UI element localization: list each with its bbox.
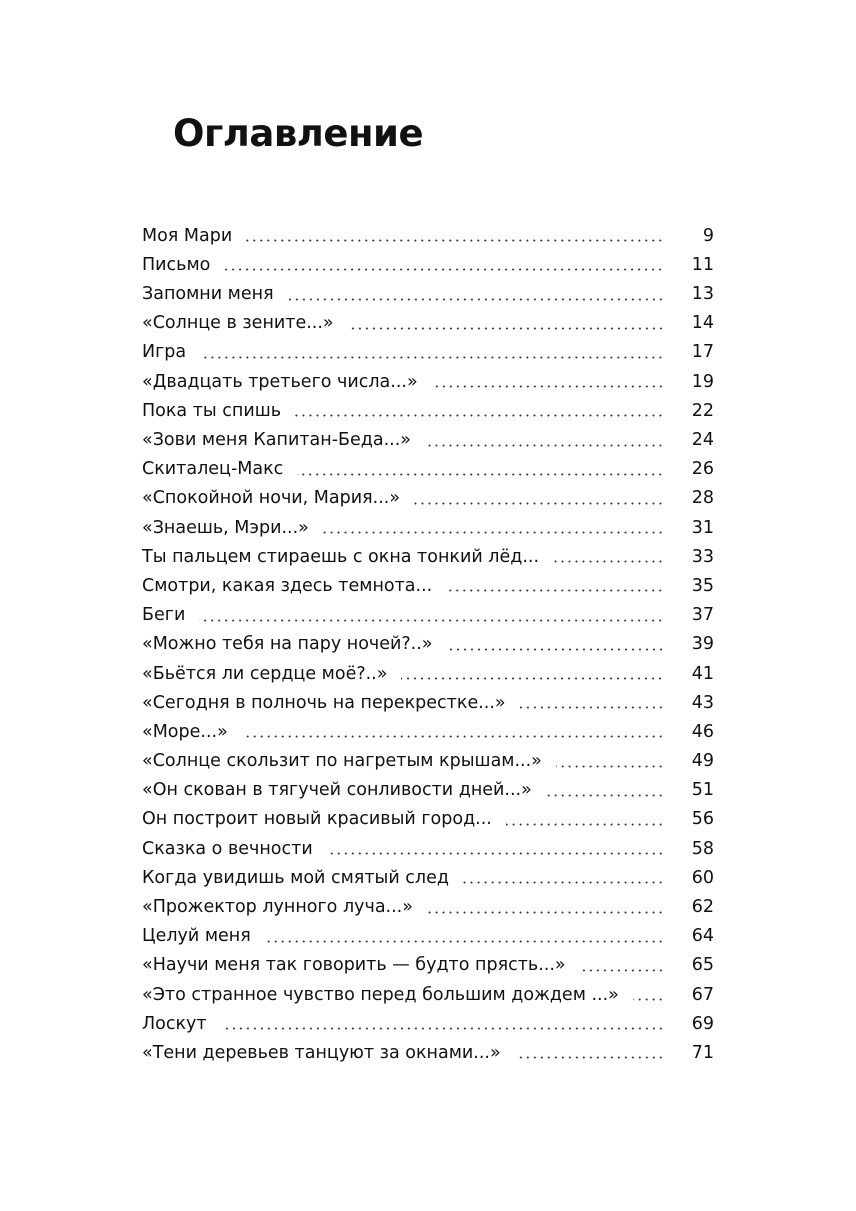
dot-leader bbox=[323, 531, 664, 534]
toc-entry bbox=[142, 1037, 714, 1066]
toc-entry-page-number: 11 bbox=[691, 254, 714, 275]
toc-entry-page-number: 22 bbox=[691, 400, 714, 421]
toc-entry bbox=[142, 716, 714, 745]
toc-entry-title: «Бьётся ли сердце моё?..» bbox=[142, 663, 388, 684]
toc-entry-page-number: 60 bbox=[691, 867, 714, 888]
toc-entry bbox=[142, 745, 714, 774]
dot-leader bbox=[401, 677, 664, 680]
toc-entry-title: «Знаешь, Мэри...» bbox=[142, 517, 309, 538]
toc-entry-title: Запомни меня bbox=[142, 284, 274, 305]
toc-entry-title: «Это странное чувство перед большим дождем ...» bbox=[142, 984, 619, 1005]
dot-leader bbox=[224, 268, 664, 271]
toc-entry-title: Скиталец-Макс bbox=[142, 459, 284, 480]
toc-entry-page-number: 13 bbox=[691, 284, 714, 305]
dot-leader bbox=[414, 502, 664, 505]
toc-entry-page-number: 33 bbox=[691, 546, 714, 567]
toc-entry-page-number: 31 bbox=[691, 517, 714, 538]
toc-entry-page-number: 49 bbox=[691, 751, 714, 772]
dot-leader bbox=[246, 239, 664, 242]
toc-entry-page-number: 28 bbox=[691, 488, 714, 509]
toc-entry bbox=[142, 891, 714, 920]
toc-entry bbox=[142, 570, 714, 599]
dot-leader bbox=[295, 414, 664, 417]
dot-leader bbox=[288, 298, 664, 301]
toc-entry-page-number: 67 bbox=[691, 984, 714, 1005]
toc-entry bbox=[142, 921, 714, 950]
toc-entry bbox=[142, 483, 714, 512]
dot-leader bbox=[633, 998, 664, 1001]
dot-leader bbox=[580, 969, 664, 972]
toc-entry-title: «Зови меня Капитан-Беда...» bbox=[142, 430, 412, 450]
toc-entry-title: Лоскут bbox=[142, 1013, 207, 1034]
toc-entry bbox=[142, 599, 714, 628]
dot-leader bbox=[515, 1056, 664, 1059]
dot-leader bbox=[200, 356, 664, 359]
toc-entry-page-number: 65 bbox=[691, 955, 714, 976]
toc-entry bbox=[142, 424, 714, 453]
toc-entry-title: Пока ты спишь bbox=[142, 400, 282, 421]
toc-entry-page-number: 37 bbox=[691, 605, 714, 626]
toc-entry-page-number: 14 bbox=[691, 313, 714, 334]
toc-entry-title: «Можно тебя на пару ночей?..» bbox=[142, 634, 433, 655]
toc-entry bbox=[142, 950, 714, 979]
toc-entry-title: Когда увидишь мой смятый след bbox=[142, 867, 449, 888]
toc-entry bbox=[142, 278, 714, 307]
dot-leader bbox=[425, 444, 664, 447]
dot-leader bbox=[199, 619, 664, 622]
toc-entry-page-number: 69 bbox=[691, 1013, 714, 1034]
toc-entry-title: Беги bbox=[142, 605, 186, 626]
toc-entry-title: «Тени деревьев танцуют за окнами...» bbox=[142, 1042, 501, 1063]
toc-entry-title: Целуй меня bbox=[142, 926, 251, 947]
toc-entry-page-number: 46 bbox=[691, 721, 714, 742]
dot-leader bbox=[446, 589, 664, 592]
toc-entry-title: Моя Мари bbox=[142, 225, 233, 246]
dot-leader bbox=[520, 706, 664, 709]
toc-entry-title: «Солнце в зените...» bbox=[142, 313, 334, 334]
toc-entry-title: «Море...» bbox=[142, 721, 228, 742]
dot-leader bbox=[463, 881, 664, 884]
dot-leader bbox=[327, 852, 664, 855]
dot-leader bbox=[221, 1027, 664, 1030]
toc-entry-title: «Двадцать третьего числа...» bbox=[142, 371, 418, 392]
toc-entry bbox=[142, 687, 714, 716]
dot-leader bbox=[432, 385, 664, 388]
toc-entry-title: «Сегодня в полночь на перекрестке...» bbox=[142, 692, 506, 713]
dot-leader bbox=[242, 735, 664, 738]
toc-entry-title: «Он скован в тягучей сонливости дней...» bbox=[142, 780, 532, 801]
toc-entry bbox=[142, 1008, 714, 1037]
toc-entry-title: Он построит новый красивый город... bbox=[142, 809, 492, 830]
toc-entry bbox=[142, 833, 714, 862]
toc-entry-title: Сказка о вечности bbox=[142, 838, 313, 859]
toc-entry bbox=[142, 862, 714, 891]
toc-entry-page-number: 9 bbox=[702, 225, 714, 246]
dot-leader bbox=[546, 794, 664, 797]
dot-leader bbox=[427, 911, 664, 914]
toc-entry-page-number: 24 bbox=[691, 430, 714, 450]
toc-entry bbox=[142, 658, 714, 687]
toc-entry-title: «Научи меня так говорить — будто прясть...» bbox=[142, 955, 566, 976]
page-title: Оглавление bbox=[173, 112, 424, 155]
toc-entry bbox=[142, 512, 714, 541]
dot-leader bbox=[297, 473, 664, 476]
dot-leader bbox=[506, 823, 664, 826]
dot-leader bbox=[556, 765, 664, 768]
toc-entry-page-number: 71 bbox=[691, 1042, 714, 1063]
toc-entry-page-number: 41 bbox=[691, 663, 714, 684]
toc-entry-title: «Солнце скользит по нагретым крышам...» bbox=[142, 751, 542, 772]
toc-entry-title: Ты пальцем стираешь с окна тонкий лёд... bbox=[142, 546, 540, 567]
toc-entry-page-number: 19 bbox=[691, 371, 714, 392]
toc-entry-page-number: 35 bbox=[691, 575, 714, 596]
toc-entry bbox=[142, 454, 714, 483]
toc-entry bbox=[142, 629, 714, 658]
toc-entry-page-number: 56 bbox=[691, 809, 714, 830]
toc-entry-title: Игра bbox=[142, 342, 187, 363]
table-of-contents bbox=[142, 220, 714, 1066]
toc-entry bbox=[142, 979, 714, 1008]
toc-entry bbox=[142, 541, 714, 570]
toc-entry bbox=[142, 366, 714, 395]
toc-entry-page-number: 39 bbox=[691, 634, 714, 655]
dot-leader bbox=[447, 648, 664, 651]
toc-entry-title: Письмо bbox=[142, 254, 211, 275]
dot-leader bbox=[265, 940, 664, 943]
toc-entry-page-number: 26 bbox=[691, 459, 714, 480]
toc-entry-page-number: 43 bbox=[691, 692, 714, 713]
toc-entry-page-number: 51 bbox=[691, 780, 714, 801]
dot-leader bbox=[553, 560, 664, 563]
toc-entry bbox=[142, 249, 714, 278]
toc-entry bbox=[142, 308, 714, 337]
toc-entry-page-number: 62 bbox=[691, 897, 714, 917]
toc-entry-title: «Прожектор лунного луча...» bbox=[142, 897, 413, 917]
toc-entry bbox=[142, 337, 714, 366]
toc-entry-page-number: 58 bbox=[691, 838, 714, 859]
toc-entry bbox=[142, 395, 714, 424]
toc-entry-title: Смотри, какая здесь темнота... bbox=[142, 575, 433, 596]
toc-entry bbox=[142, 804, 714, 833]
toc-entry-page-number: 64 bbox=[691, 926, 714, 947]
toc-entry-page-number: 17 bbox=[691, 342, 714, 363]
toc-entry bbox=[142, 775, 714, 804]
toc-entry-title: «Спокойной ночи, Мария...» bbox=[142, 488, 401, 509]
dot-leader bbox=[348, 327, 664, 330]
toc-entry bbox=[142, 220, 714, 249]
